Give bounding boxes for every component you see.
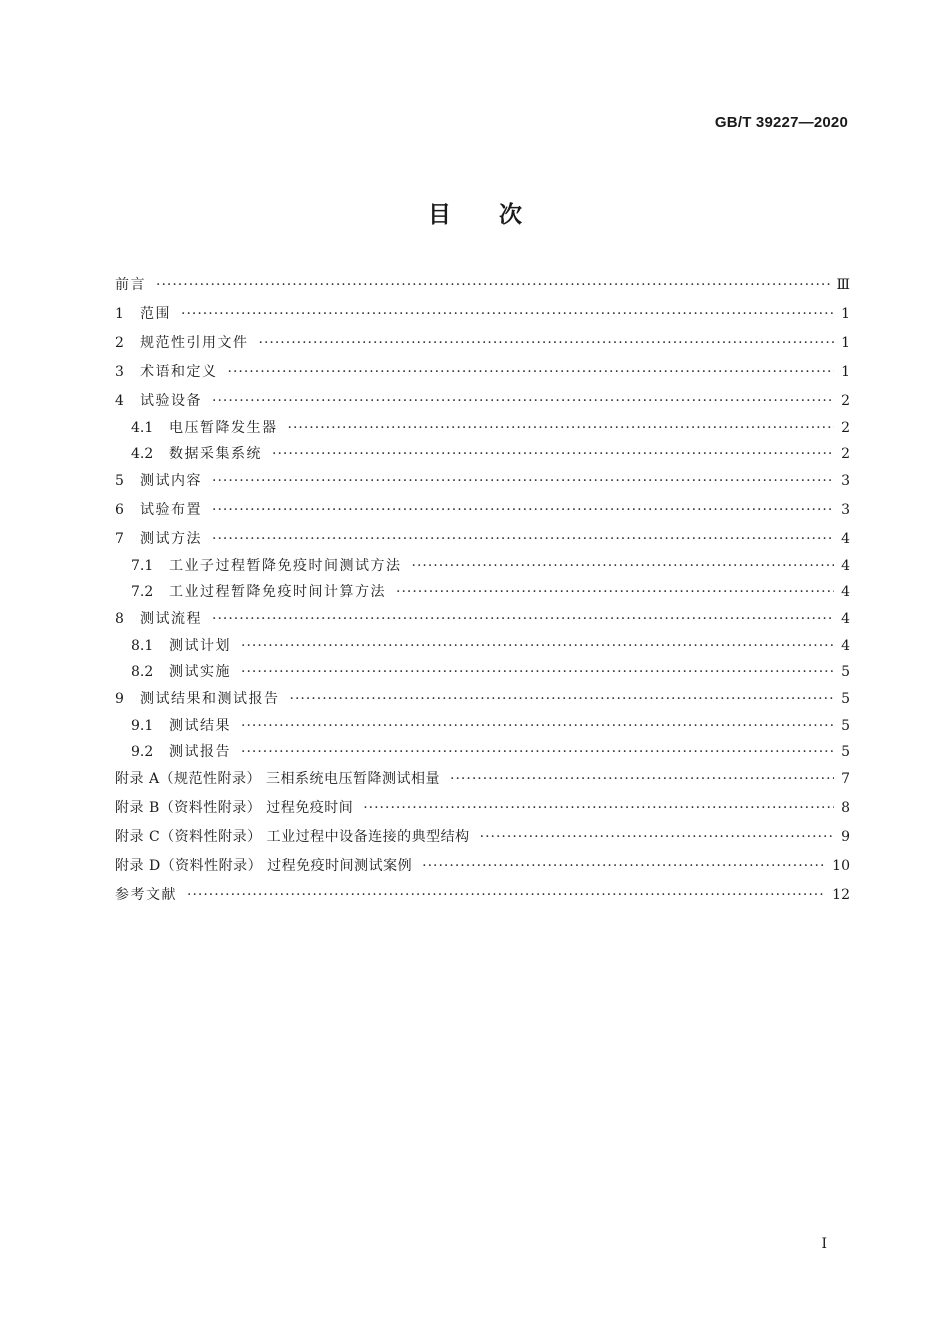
toc-entry-9-2[interactable] (115, 740, 850, 766)
toc-dot-leader (212, 605, 834, 634)
toc-dot-leader (450, 765, 834, 794)
table-of-contents (115, 271, 850, 910)
toc-entry-4-2[interactable] (115, 442, 850, 468)
toc-entry-number: 8.1 (131, 638, 154, 654)
toc-entry-label: 电压暂降发生器 (169, 420, 278, 436)
toc-dot-leader (288, 416, 835, 442)
toc-entry-8[interactable] (115, 605, 850, 634)
toc-dot-leader (396, 580, 834, 606)
toc-dot-leader (241, 740, 834, 766)
toc-entry-appendix-b[interactable] (115, 794, 850, 823)
toc-entry-page: 3 (841, 502, 850, 518)
standard-code: GB/T 39227—2020 (714, 114, 848, 131)
toc-entry-page: Ⅲ (836, 277, 850, 293)
page-title: 目次 (428, 202, 570, 228)
toc-entry-8-2[interactable] (115, 660, 850, 686)
toc-entry-2[interactable] (115, 329, 850, 358)
toc-entry-label: 术语和定义 (140, 364, 218, 380)
toc-entry-label: 工业子过程暂降免疫时间测试方法 (169, 558, 402, 574)
toc-dot-leader (187, 881, 826, 910)
toc-entry-page: 5 (841, 663, 850, 680)
toc-dot-leader (212, 525, 834, 554)
toc-entry-appendix-d[interactable] (115, 852, 850, 881)
toc-entry-number: 6 (115, 502, 124, 518)
toc-entry-label: 测试内容 (140, 473, 202, 489)
toc-entry-label: 附录 B（资料性附录） 过程免疫时间 (115, 800, 354, 816)
toc-dot-leader (272, 442, 834, 468)
toc-entry-page: 1 (841, 364, 850, 380)
toc-dot-leader (241, 714, 834, 740)
toc-entry-page: 1 (841, 306, 850, 322)
toc-entry-page: 5 (841, 718, 850, 734)
toc-dot-leader (212, 467, 834, 496)
toc-entry-page: 7 (841, 771, 850, 787)
toc-entry-page: 2 (841, 445, 850, 462)
toc-entry-page: 4 (841, 531, 850, 547)
toc-entry-label: 规范性引用文件 (140, 335, 249, 351)
toc-entry-1[interactable] (115, 300, 850, 329)
toc-entry-7[interactable] (115, 525, 850, 554)
toc-entry-appendix-c[interactable] (115, 823, 850, 852)
toc-entry-page: 4 (841, 558, 850, 574)
toc-entry-number: 3 (115, 364, 124, 380)
toc-entry-page: 8 (841, 800, 850, 816)
toc-entry-number: 7.2 (131, 583, 154, 600)
toc-entry-label: 范围 (140, 306, 171, 322)
toc-entry-page: 9 (841, 829, 850, 845)
toc-entry-label: 测试方法 (140, 531, 202, 547)
toc-entry-7-1[interactable] (115, 554, 850, 580)
toc-entry-label: 工业过程暂降免疫时间计算方法 (169, 583, 386, 600)
toc-entry-foreword[interactable] (115, 271, 850, 300)
toc-entry-label: 测试结果 (169, 718, 231, 734)
toc-entry-number: 9 (115, 691, 124, 707)
page-number: I (821, 1236, 827, 1252)
toc-entry-label: 前言 (115, 277, 146, 293)
toc-entry-page: 3 (841, 473, 850, 489)
toc-entry-9[interactable] (115, 685, 850, 714)
toc-dot-leader (228, 358, 835, 387)
toc-entry-page: 2 (841, 393, 850, 409)
toc-dot-leader (290, 685, 835, 714)
toc-entry-number: 4.1 (131, 420, 154, 436)
toc-entry-label: 数据采集系统 (169, 445, 262, 462)
toc-entry-number: 2 (115, 335, 124, 351)
toc-dot-leader (412, 554, 835, 580)
toc-entry-4[interactable] (115, 387, 850, 416)
toc-entry-number: 7.1 (131, 558, 154, 574)
toc-dot-leader (241, 634, 834, 660)
toc-entry-3[interactable] (115, 358, 850, 387)
toc-dot-leader (241, 660, 834, 686)
toc-entry-8-1[interactable] (115, 634, 850, 660)
toc-entry-number: 9.2 (131, 743, 154, 760)
toc-dot-leader (422, 852, 826, 881)
toc-dot-leader (259, 329, 835, 358)
toc-entry-number: 8 (115, 611, 124, 627)
toc-entry-page: 4 (841, 638, 850, 654)
toc-entry-page: 4 (841, 583, 850, 600)
toc-entry-number: 9.1 (131, 718, 154, 734)
toc-entry-6[interactable] (115, 496, 850, 525)
toc-dot-leader (156, 271, 830, 300)
toc-entry-5[interactable] (115, 467, 850, 496)
toc-entry-page: 5 (841, 743, 850, 760)
toc-entry-page: 1 (841, 335, 850, 351)
toc-entry-bibliography[interactable] (115, 881, 850, 910)
toc-entry-label: 测试结果和测试报告 (140, 691, 280, 707)
toc-entry-label: 参考文献 (115, 887, 177, 903)
toc-entry-number: 7 (115, 531, 124, 547)
toc-dot-leader (212, 387, 834, 416)
toc-entry-label: 测试实施 (169, 663, 231, 680)
toc-dot-leader (181, 300, 834, 329)
toc-entry-label: 试验布置 (140, 502, 202, 518)
toc-entry-9-1[interactable] (115, 714, 850, 740)
toc-entry-number: 5 (115, 473, 124, 489)
toc-entry-number: 1 (115, 306, 124, 322)
toc-entry-label: 测试计划 (169, 638, 231, 654)
toc-entry-page: 10 (832, 858, 850, 874)
toc-entry-number: 8.2 (131, 663, 154, 680)
toc-entry-label: 测试流程 (140, 611, 202, 627)
toc-entry-4-1[interactable] (115, 416, 850, 442)
toc-entry-page: 2 (841, 420, 850, 436)
toc-entry-label: 附录 D（资料性附录） 过程免疫时间测试案例 (115, 858, 413, 874)
toc-dot-leader (480, 823, 834, 852)
toc-dot-leader (212, 496, 834, 525)
toc-entry-appendix-a[interactable] (115, 765, 850, 794)
toc-entry-page: 4 (841, 611, 850, 627)
toc-entry-label: 测试报告 (169, 743, 231, 760)
toc-entry-7-2[interactable] (115, 580, 850, 606)
toc-dot-leader (363, 794, 834, 823)
toc-entry-label: 附录 C（资料性附录） 工业过程中设备连接的典型结构 (115, 829, 470, 845)
toc-entry-label: 附录 A（规范性附录） 三相系统电压暂降测试相量 (115, 771, 441, 787)
toc-entry-page: 5 (841, 691, 850, 707)
toc-entry-number: 4 (115, 393, 124, 409)
toc-entry-number: 4.2 (131, 445, 154, 462)
toc-entry-label: 试验设备 (140, 393, 202, 409)
toc-entry-page: 12 (832, 887, 850, 903)
